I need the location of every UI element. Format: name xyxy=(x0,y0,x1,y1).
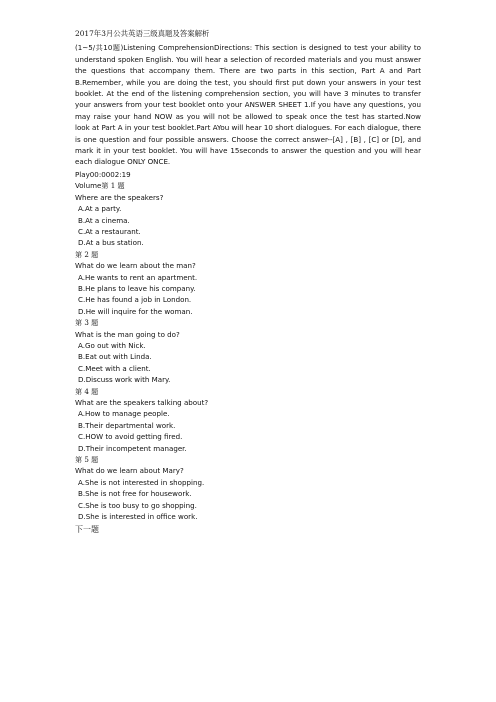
audio-player-line[interactable]: Play00:0002:19 xyxy=(75,169,131,179)
next-question-link[interactable]: 下一题 xyxy=(75,525,99,535)
question-2-text: What do we learn about the man? xyxy=(75,261,196,271)
question-3-option-a[interactable]: A.Go out with Nick. xyxy=(78,340,146,350)
volume-control[interactable]: Volume xyxy=(75,181,102,191)
document-content xyxy=(75,28,421,536)
question-1-option-d[interactable]: D.At a bus station. xyxy=(78,238,144,248)
question-5-text: What do we learn about Mary? xyxy=(75,466,184,476)
question-2-option-b[interactable]: B.He plans to leave his company. xyxy=(78,283,196,293)
question-5-option-c[interactable]: C.She is too busy to go shopping. xyxy=(78,500,197,510)
question-1-option-c[interactable]: C.At a restaurant. xyxy=(78,226,141,236)
question-1-label: 第 1 题 xyxy=(101,181,125,191)
question-4-option-d[interactable]: D.Their incompetent manager. xyxy=(78,443,187,453)
question-5-option-a[interactable]: A.She is not interested in shopping. xyxy=(78,477,205,487)
question-4-option-a[interactable]: A.How to manage people. xyxy=(78,409,170,419)
question-3-label: 第 3 题 xyxy=(75,318,99,328)
question-5-label: 第 5 题 xyxy=(75,455,99,465)
question-3-option-b[interactable]: B.Eat out with Linda. xyxy=(78,352,152,362)
question-2-option-d[interactable]: D.He will inquire for the woman. xyxy=(78,306,193,316)
question-1-header xyxy=(75,180,421,191)
document-title: 2017年3月公共英语三级真题及答案解析 xyxy=(75,29,210,38)
directions-paragraph: (1~5/共10题)Listening ComprehensionDirections: This section is designed to test your ability to understand spoken English. You will hear a selection of recorded materials and you must answer the questions that accompany them. There are two parts in this section, Part A and Part B.Remember, while you are doing the test, you should first put down your answers in your test booklet. At the end of the listening comprehension section, you will have 3 minutes to transfer your answers from your test booklet onto your ANSWER SHEET 1.If you have any questions, you may raise your hand NOW as you will not be allowed to speak once the test has started.Now look at Part A in your test booklet.Part AYou will hear 10 short dialogues. For each dialogue, there is one question and four possible answers. Choose the correct answer--[A] , [B] , [C] or [D], and mark it in your test booklet. You will have 15seconds to answer the question and you will hear each dialogue ONLY ONCE. xyxy=(75,43,421,167)
question-3-text: What is the man going to do? xyxy=(75,329,180,339)
question-4-text: What are the speakers talking about? xyxy=(75,398,209,407)
question-2-option-a[interactable]: A.He wants to rent an apartment. xyxy=(78,272,198,282)
question-1-option-a[interactable]: A.At a party. xyxy=(78,204,122,214)
question-4-label: 第 4 题 xyxy=(75,386,99,396)
question-5-option-b[interactable]: B.She is not free for housework. xyxy=(78,489,192,499)
question-5-option-d[interactable]: D.She is interested in office work. xyxy=(78,512,198,522)
question-4-option-b[interactable]: B.Their departmental work. xyxy=(78,420,176,430)
question-2-label: 第 2 题 xyxy=(75,249,99,259)
question-1-option-b[interactable]: B.At a cinema. xyxy=(78,215,130,225)
question-3-option-c[interactable]: C.Meet with a client. xyxy=(78,363,151,373)
question-1-text: Where are the speakers? xyxy=(75,192,164,202)
question-3-option-d[interactable]: D.Discuss work with Mary. xyxy=(78,375,171,385)
question-4-option-c[interactable]: C.HOW to avoid getting fired. xyxy=(78,432,183,442)
question-2-option-c[interactable]: C.He has found a job in London. xyxy=(78,295,192,305)
